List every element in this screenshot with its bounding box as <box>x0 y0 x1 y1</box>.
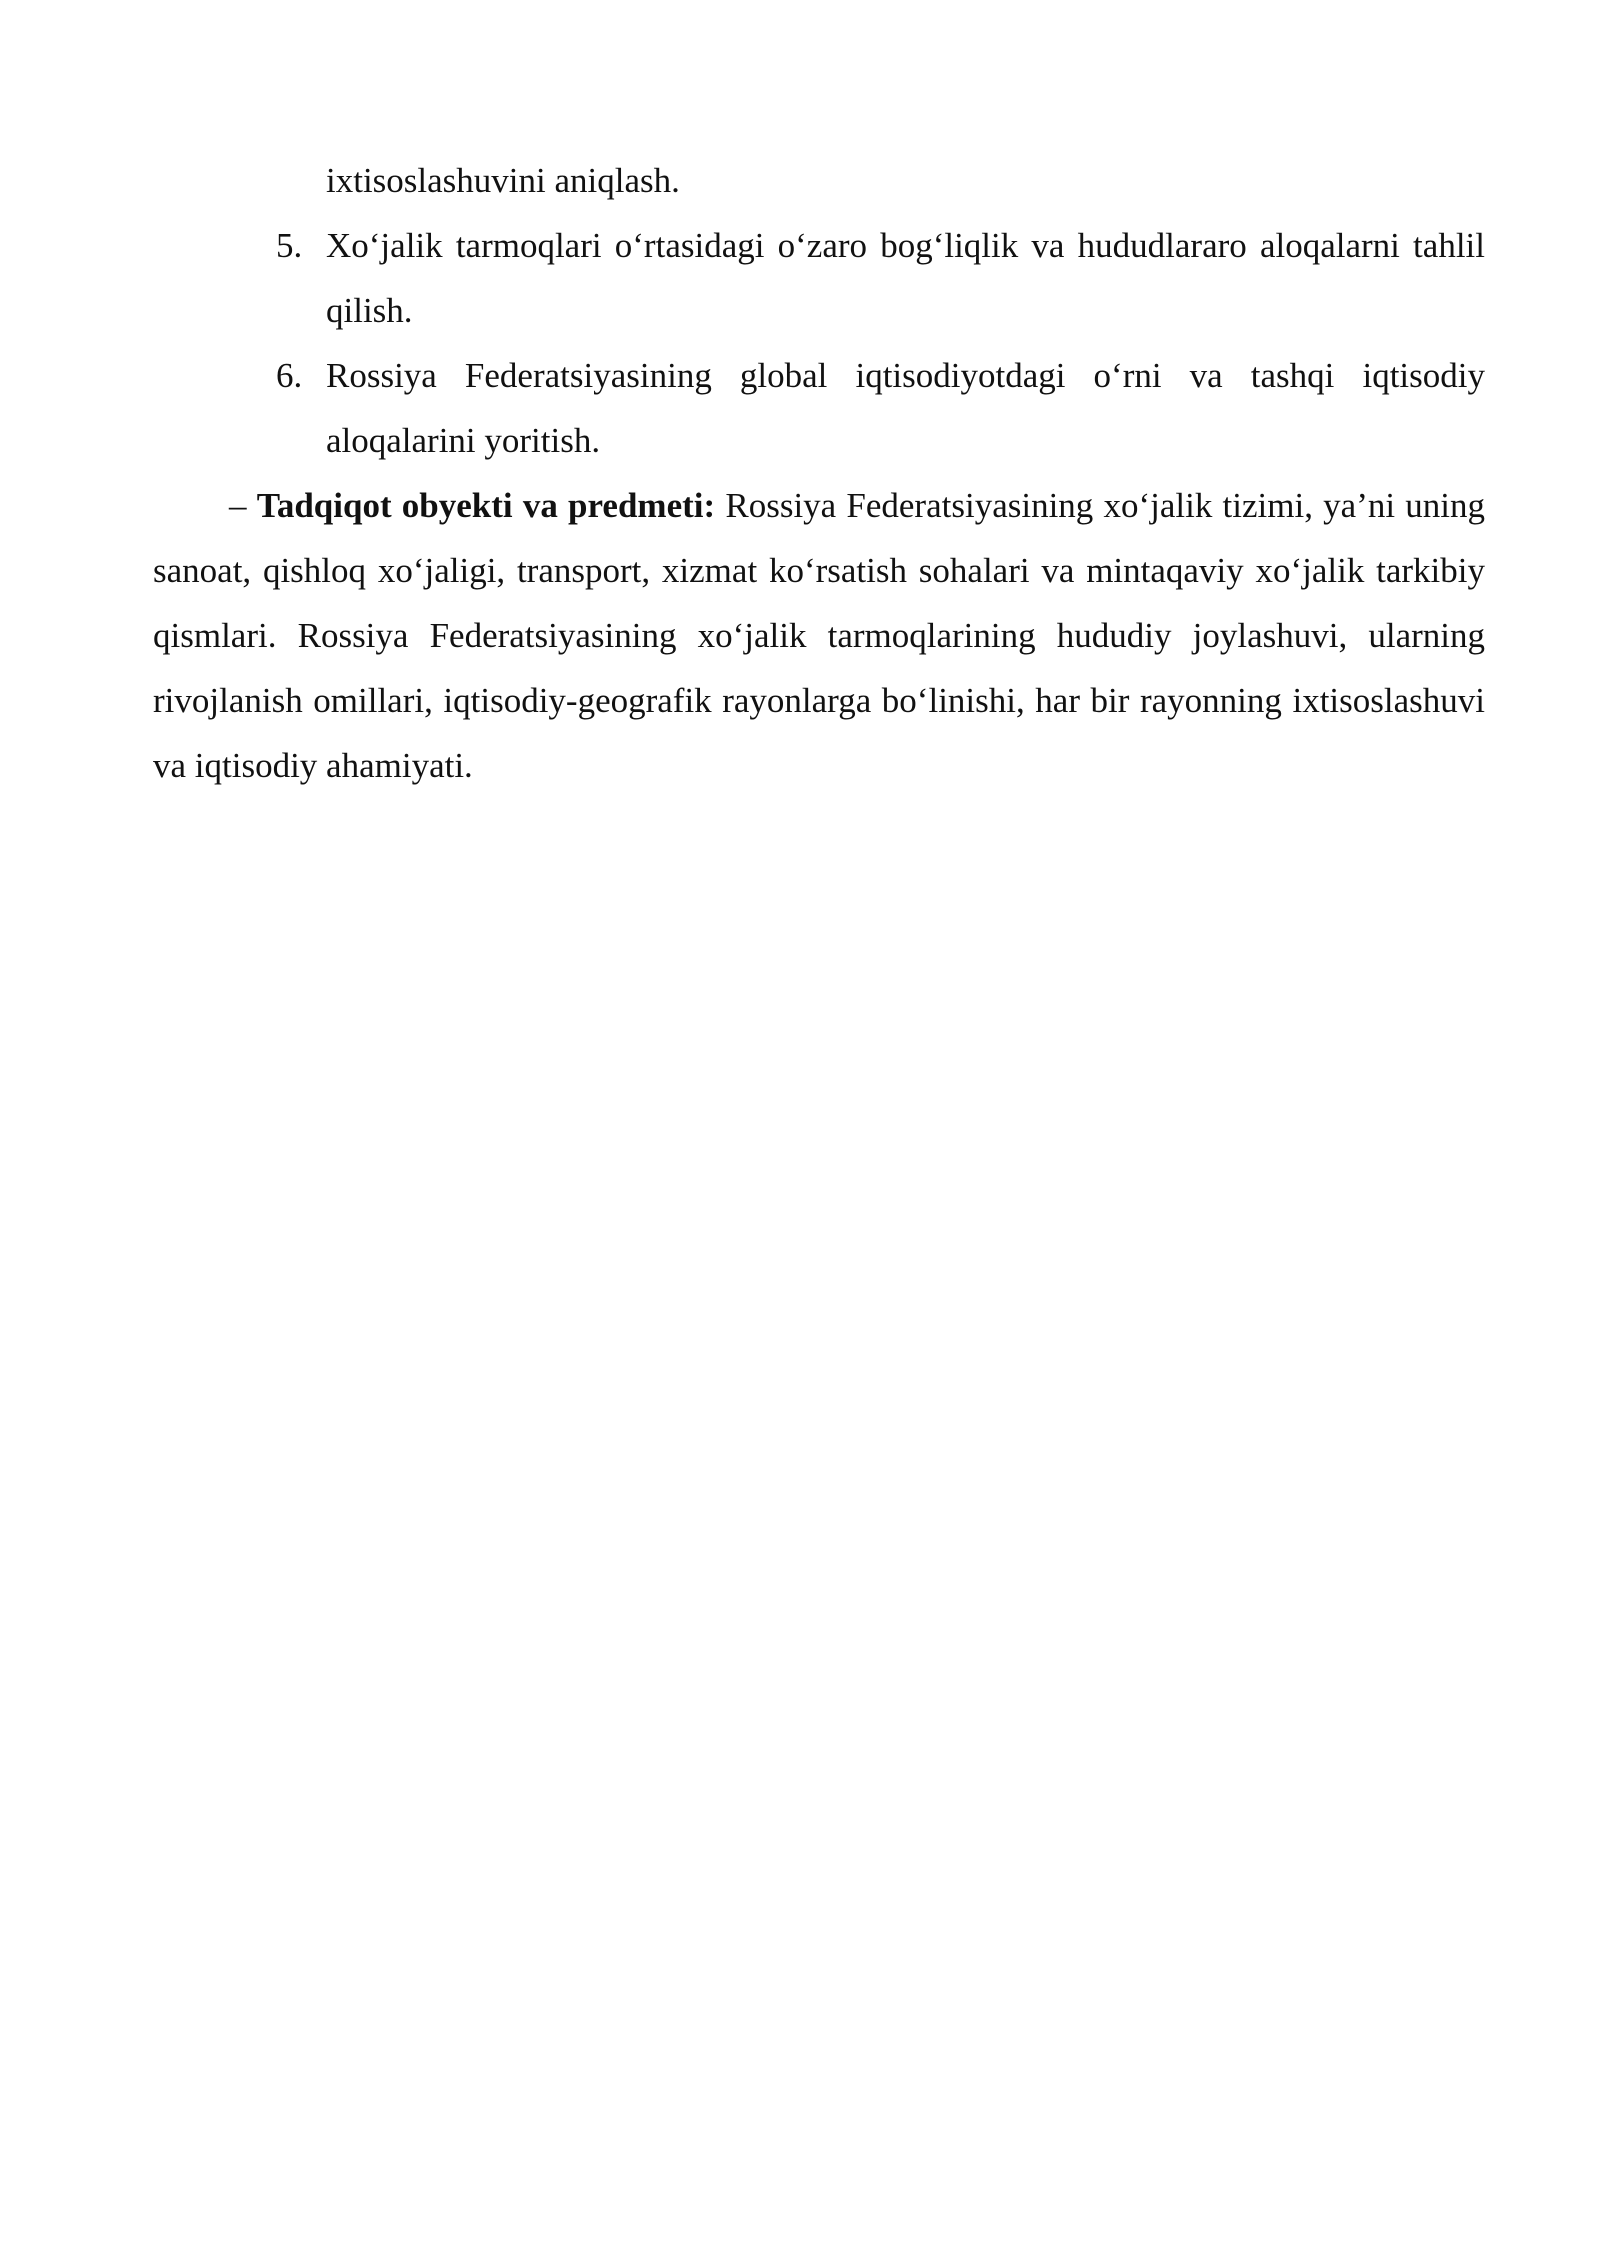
list-item-continuation <box>153 148 1485 213</box>
paragraph-bold-lead: Tadqiqot obyekti va predmeti: <box>256 486 716 525</box>
list-item-text: Xo‘jalik tarmoqlari o‘rtasidagi o‘zaro bog‘liqlik va hududlararo aloqalarni tahlil qilish. <box>326 226 1485 330</box>
list-number: 5. <box>276 226 303 265</box>
list-item-5 <box>153 213 1485 343</box>
list-item-6 <box>153 343 1485 473</box>
document-body <box>153 148 1485 798</box>
research-object-paragraph <box>153 473 1485 798</box>
paragraph-dash: – <box>229 486 257 525</box>
list-item-text: Rossiya Federatsiyasining global iqtisodiyotdagi o‘rni va tashqi iqtisodiy aloqalarini yoritish. <box>326 356 1485 460</box>
list-continuation-text: ixtisoslashuvini aniqlash. <box>326 161 680 200</box>
paragraph-body: Rossiya Federatsiyasining xo‘jalik tizimi, ya’ni uning sanoat, qishloq xo‘jaligi, transport, xizmat ko‘rsatish sohalari va mintaqaviy xo‘jalik tarkibiy qismlari. Rossiya Federatsiyasining xo‘jalik tarmoqlarining hududiy joylashuvi, ularning rivojlanish omillari, iqtisodiy-geografik rayonlarga bo‘linishi, har bir rayonning ixtisoslashuvi va iqtisodiy ahamiyati. <box>153 486 1485 785</box>
list-number: 6. <box>276 356 303 395</box>
